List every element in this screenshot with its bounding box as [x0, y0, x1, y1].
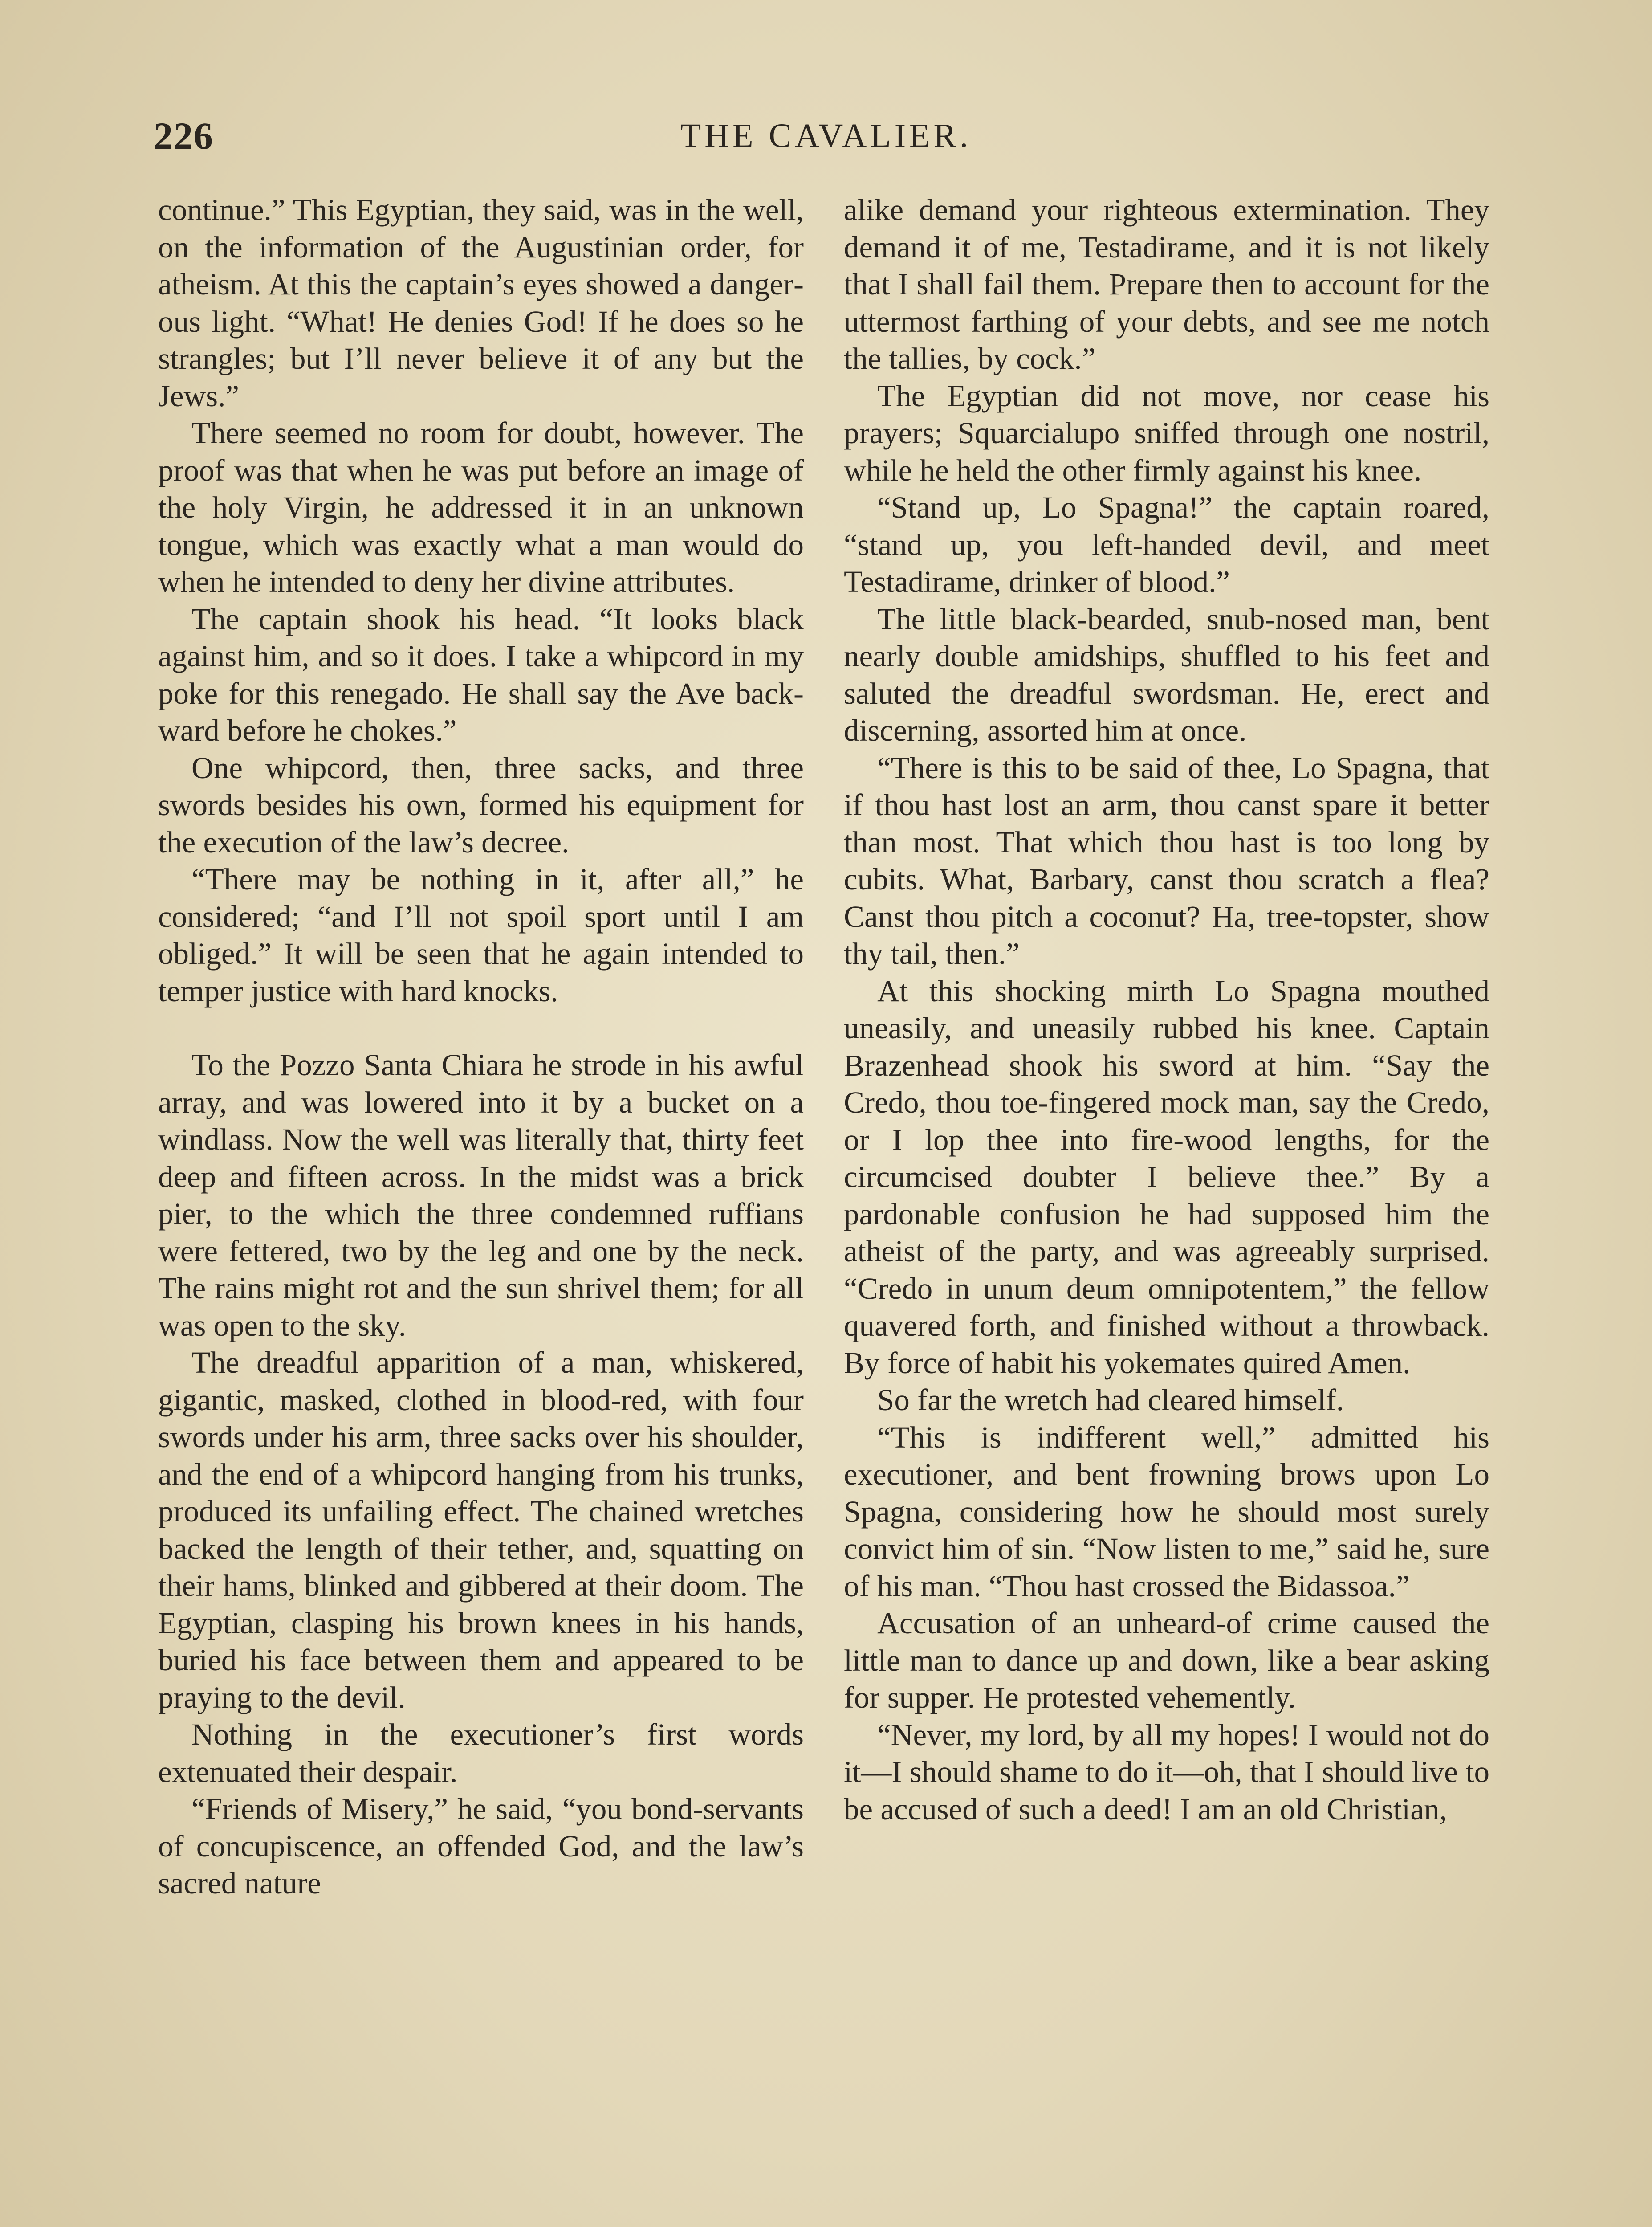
paragraph: There seemed no room for doubt, however. The proof was that when he was put before an image of the holy Virgin, he addressed it in an unknown tongue, which was exactly what a man would do when he intended to deny her divine attributes. — [158, 416, 804, 599]
right-column — [844, 192, 1489, 1828]
paragraph: One whipcord, then, three sacks, and three swords besides his own, formed his equipment for the execution of the law’s decree. — [158, 750, 804, 859]
paragraph: “Stand up, Lo Spagna!” the captain roared, “stand up, you left-handed devil, and meet Testadirame, drinker of blood.” — [844, 490, 1489, 599]
paragraph: alike demand your righteous extermination. They demand it of me, Testadirame, and it is not likely that I shall fail them. Prepare then to account for the uttermost farthing of your debts, and see me notch the tallies, by cock.” — [844, 193, 1489, 375]
paragraph: “Friends of Misery,” he said, “you bond-servants of concupiscence, an offended God, and the law’s sacred nature — [158, 1792, 804, 1900]
paragraph: Nothing in the executioner’s first words extenuated their despair. — [158, 1717, 804, 1789]
paragraph: So far the wretch had cleared himself. — [877, 1383, 1344, 1417]
paragraph: The Egyptian did not move, nor cease his prayers; Squarcialupo sniffed through one nostril, while he held the other firmly against his knee. — [844, 379, 1489, 487]
paragraph: At this shocking mirth Lo Spagna mouthed uneasily, and uneasily rubbed his knee. Captain Brazenhead shook his sword at him. “Say the Credo, thou toe-fingered mock man, say the Credo, or I lop thee into fire-wood lengths, for the circumcised doubter I believe thee.” By a pardonable confusion he had supposed him the atheist of the party, and was agreeably surprised. “Credo in unum deum omnipotentem,” the fellow quavered forth, and finished without a throwback. By force of habit his yokemates quired Amen. — [844, 974, 1489, 1380]
paragraph: “This is indifferent well,” admitted his executioner, and bent frowning brows upon Lo Spagna, considering how he should most surely convict him of sin. “Now listen to me,” said he, sure of his man. “Thou hast crossed the Bidassoa.” — [844, 1420, 1489, 1603]
paragraph: The captain shook his head. “It looks black against him, and so it does. I take a whipcord in my poke for this renegado. He shall say the Ave backward before he chokes.” — [158, 602, 804, 747]
paragraph: “There may be nothing in it, after all,” he considered; “and I’ll not spoil sport until I am obliged.” It will be seen that he again intended to temper justice with hard knocks. — [158, 862, 804, 1008]
running-head: THE CAVALIER. — [680, 117, 972, 155]
paragraph: continue.” This Egyptian, they said, was in the well, on the information of the Augustinian order, for atheism. At this the captain’s eyes showed a dangerous light. “What! He denies God! If he does so he strangles; but I’ll never believe it of any but the Jews.” — [158, 193, 804, 413]
section-paragraph: To the Pozzo Santa Chiara he strode in his awful array, and was lowered into it by a bucket on a windlass. Now the well was literally that, thirty feet deep and fifteen across. In the midst was a brick pier, to the which the three condemned ruffians were fettered, two by the leg and one by the neck. The rains might rot and the sun shrivel them; for all was open to the sky. — [158, 1048, 804, 1342]
paragraph: “There is this to be said of thee, Lo Spagna, that if thou hast lost an arm, thou canst spare it better than most. That which thou hast is too long by cubits. What, Barbary, canst thou scratch a flea? Canst thou pitch a coconut? Ha, tree-topster, show thy tail, then.” — [844, 750, 1489, 971]
paragraph: The dreadful apparition of a man, whiskered, gigantic, masked, clothed in blood-red, with four swords under his arm, three sacks over his shoulder, and the end of a whipcord hanging from his trunks, produced its unfailing effect. The chained wretches backed the length of their tether, and, squatting on their hams, blinked and gibbered at their doom. The Egyptian, clasping his brown knees in his hands, buried his face between them and appeared to be praying to the devil. — [158, 1346, 804, 1714]
paragraph: The little black-bearded, snub-nosed man, bent nearly double amidships, shuffled to his feet and saluted the dreadful swordsman. He, erect and discerning, assorted him at once. — [844, 602, 1489, 747]
left-column — [158, 192, 804, 1902]
paragraph: “Never, my lord, by all my hopes! I would not do it—I should shame to do it—oh, that I should live to be accused of such a deed! I am an old Christian, — [844, 1717, 1489, 1826]
page-number: 226 — [154, 114, 214, 157]
paragraph: Accusation of an unheard-of crime caused the little man to dance up and down, like a bear asking for supper. He protested vehemently. — [844, 1606, 1489, 1714]
